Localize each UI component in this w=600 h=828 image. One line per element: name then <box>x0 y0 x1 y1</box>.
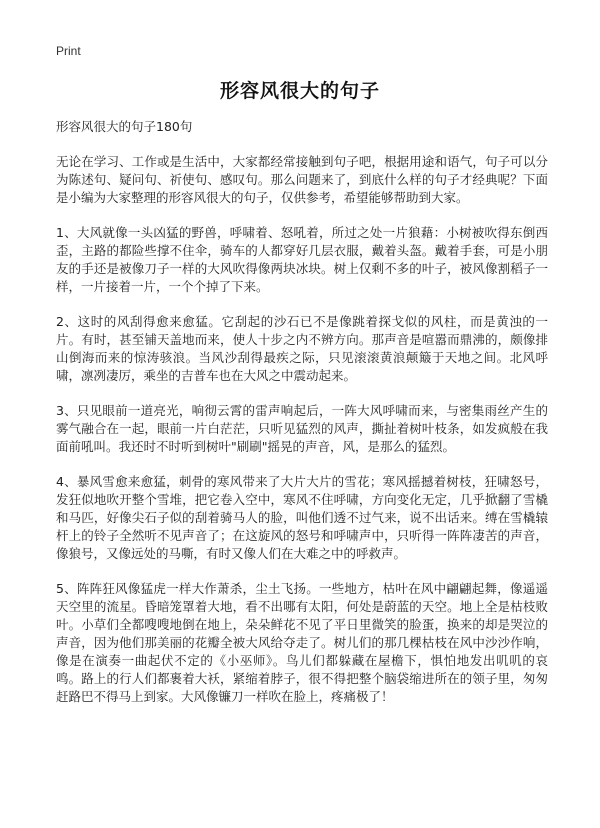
document-subtitle: 形容风很大的句子180句 <box>56 119 193 134</box>
document-title: 形容风很大的句子 <box>219 80 380 102</box>
sentence-paragraph-5: 5、阵阵狂风像猛虎一样大作萧杀，尘土飞扬。一些地方，枯叶在风中翩翩起舞，像遥遥天空里的流星。昏暗笼罩着大地，看不出哪有太阳，何处是蔚蓝的天空。地上全是枯枝败叶。小草们全都嗖嗖地倒在地上，朵朵鲜花不见了平日里微笑的脸蛋，换来的却是哭泣的声音，因为他们那美丽的花瓣全被大风给夺走了。树儿们的那几棵枯枝在风中沙沙作响，像是在演奏一曲起伏不定的《小巫师》。鸟儿们都躲藏在屋檐下，惧怕地发出叽叽的哀鸣。路上的行人们都裹着大袄，紧缩着脖子，很不得把整个脑袋缩进所在的领子里，匆匆赶路巴不得马上到家。大风像镰刀一样吹在脸上，疼痛极了！ <box>56 581 548 704</box>
print-link[interactable]: Print <box>56 44 81 58</box>
sentence-paragraph-3: 3、只见眼前一道亮光，响彻云霄的雷声响起后，一阵大风呼啸而来，与密集雨丝产生的雾气融合在一起，眼前一片白茫茫，只听见猛烈的风声，撕扯着树叶枝条，如发疯般在我面前吼叫。我还时不时听到树叶"刷刷"摇晃的声音，风，是那么的猛烈。 <box>56 403 548 454</box>
sentence-paragraph-2: 2、这时的风刮得愈来愈猛。它刮起的沙石已不是像跳着探戈似的风柱，而是黄浊的一片。有时，甚至铺天盖地而来，使人十步之内不辨方向。那声音是喧嚣而鼎沸的，颇像排山倒海而来的惊涛骇浪。当风沙刮得最疾之际，只见滚滚黄浪颠簸于天地之间。北风呼啸，凛冽凄厉，乘坐的吉普车也在大风之中震动起来。 <box>56 314 548 383</box>
sentence-paragraph-1: 1、大风就像一头凶猛的野兽，呼啸着、怒吼着，所过之处一片狼藉：小树被吹得东倒西歪，主路的都险些撑不住伞，骑车的人都穿好几层衣服，戴着头盔。戴着手套，可是小朋友的手还是被像刀子一样的大风吹得像两块冰块。树上仅剩不多的叶子，被风像割稻子一样，一片接着一片，一个个掉了下来。 <box>56 225 548 294</box>
document-body <box>56 118 548 723</box>
intro-paragraph: 无论在学习、工作或是生活中，大家都经常接触到句子吧，根据用途和语气，句子可以分为陈述句、疑问句、祈使句、感叹句。那么问题来了，到底什么样的句子才经典呢？下面是小编为大家整理的形容风很大的句子，仅供参考，希望能够帮助到大家。 <box>56 154 548 205</box>
sentence-paragraph-4: 4、暴风雪愈来愈猛，刺骨的寒风带来了大片大片的雪花；寒风摇撼着树枝，狂啸怒号，发狂似地吹开整个雪堆，把它卷入空中，寒风不住呼啸，方向变化无定，几乎掀翻了雪橇和马匹，好像尖石子似的刮着骑马人的脸，叫他们透不过气来，说不出话来。缚在雪橇辕杆上的铃子全然听不见声音了；在这旋风的怒号和呼啸声中，只听得一阵阵凄苦的声音，像狼号，又像远处的马嘶，有时又像人们在大难之中的呼救声。 <box>56 474 548 561</box>
